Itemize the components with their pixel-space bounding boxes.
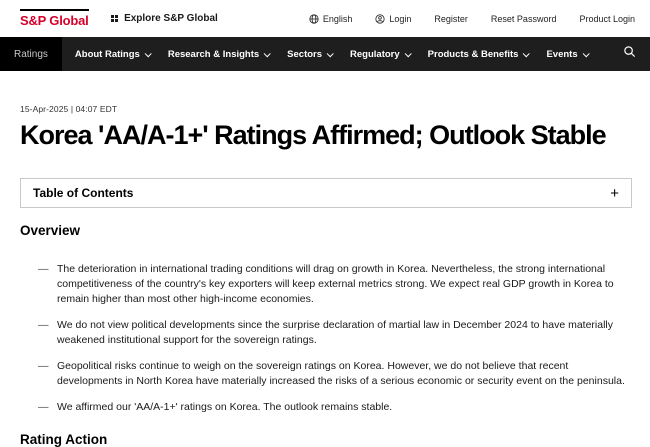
reset-password-label: Reset Password: [490, 13, 557, 24]
login-label: Login: [389, 13, 412, 24]
nav-item-label: About Ratings: [74, 48, 140, 60]
page-title: Korea 'AA/A-1+' Ratings Affirmed; Outlook Stable: [20, 120, 606, 150]
bullet-text: Geopolitical risks continue to weigh on the sovereign ratings on Korea. However, we do not believe that recent developments in North Korea have materially increased the risks of a serious economic or security event on the peninsula.: [57, 360, 625, 388]
nav-item-label: Events: [546, 48, 578, 60]
article-date: 15-Apr-2025 | 04:07 EDT: [20, 104, 118, 114]
overview-heading: Overview: [20, 223, 81, 239]
globe-icon: [309, 14, 319, 24]
product-login-label: Product Login: [579, 13, 635, 24]
chevron-down-icon: [523, 50, 530, 57]
article-content: [0, 104, 650, 447]
rating-action-heading: Rating Action: [20, 432, 108, 447]
plus-icon: +: [610, 184, 619, 202]
chevron-down-icon: [404, 50, 411, 57]
list-item: [20, 359, 632, 389]
nav-item-about-ratings[interactable]: [66, 37, 159, 71]
toc-label: Table of Contents: [33, 186, 134, 201]
nav-items: [66, 37, 597, 71]
bullet-text: We affirmed our 'AA/A-1+' ratings on Korea. The outlook remains stable.: [57, 401, 393, 414]
explore-label: Explore S&P Global: [124, 13, 218, 24]
nav-item-ratings[interactable]: Ratings: [0, 37, 62, 71]
person-icon: [375, 14, 385, 24]
chevron-down-icon: [582, 50, 589, 57]
chevron-down-icon: [264, 50, 271, 57]
language-selector[interactable]: [309, 14, 353, 24]
nav-item-research-insights[interactable]: [159, 37, 278, 71]
table-of-contents-toggle[interactable]: [20, 178, 632, 208]
dash-icon: —: [38, 263, 49, 276]
dash-icon: —: [38, 401, 49, 414]
dash-icon: —: [38, 360, 49, 373]
reset-password-link[interactable]: [491, 14, 557, 24]
grid-icon: [111, 15, 119, 23]
register-link[interactable]: [434, 14, 468, 24]
list-item: [20, 262, 632, 307]
sp-global-logo[interactable]: S&P Global: [20, 9, 89, 28]
overview-bullet-list: [20, 262, 632, 415]
explore-sp-global-menu[interactable]: [111, 13, 218, 24]
bullet-text: The deterioration in international trading conditions will drag on growth in Korea. Nevertheless, the strong international competitiveness of the country's key exporters will keep external metrics strong. We expect real GDP growth in Korea to remain higher than most other high-income economies.: [57, 263, 614, 306]
register-label: Register: [434, 13, 468, 24]
chevron-down-icon: [327, 50, 334, 57]
primary-nav: [0, 37, 650, 71]
list-item: [20, 400, 632, 415]
nav-item-label: Research & Insights: [167, 48, 260, 60]
nav-item-events[interactable]: [537, 37, 596, 71]
header-utility-links: [309, 14, 635, 24]
nav-item-regulatory[interactable]: [341, 37, 419, 71]
nav-item-products-benefits[interactable]: [419, 37, 538, 71]
nav-item-label: Products & Benefits: [427, 48, 519, 60]
bullet-text: We do not view political developments since the surprise declaration of martial law in December 2024 to have materially weakened institutional support for the sovereign ratings.: [57, 319, 613, 347]
list-item: [20, 318, 632, 348]
login-link[interactable]: [375, 14, 411, 24]
nav-item-label: Regulatory: [350, 48, 400, 60]
chevron-down-icon: [144, 50, 151, 57]
dash-icon: —: [38, 319, 49, 332]
language-label: English: [322, 13, 353, 24]
search-icon: [623, 45, 636, 63]
search-button[interactable]: [609, 37, 650, 71]
top-header: [0, 0, 650, 37]
nav-item-sectors[interactable]: [278, 37, 341, 71]
product-login-link[interactable]: [579, 14, 635, 24]
nav-item-label: Sectors: [287, 48, 323, 60]
